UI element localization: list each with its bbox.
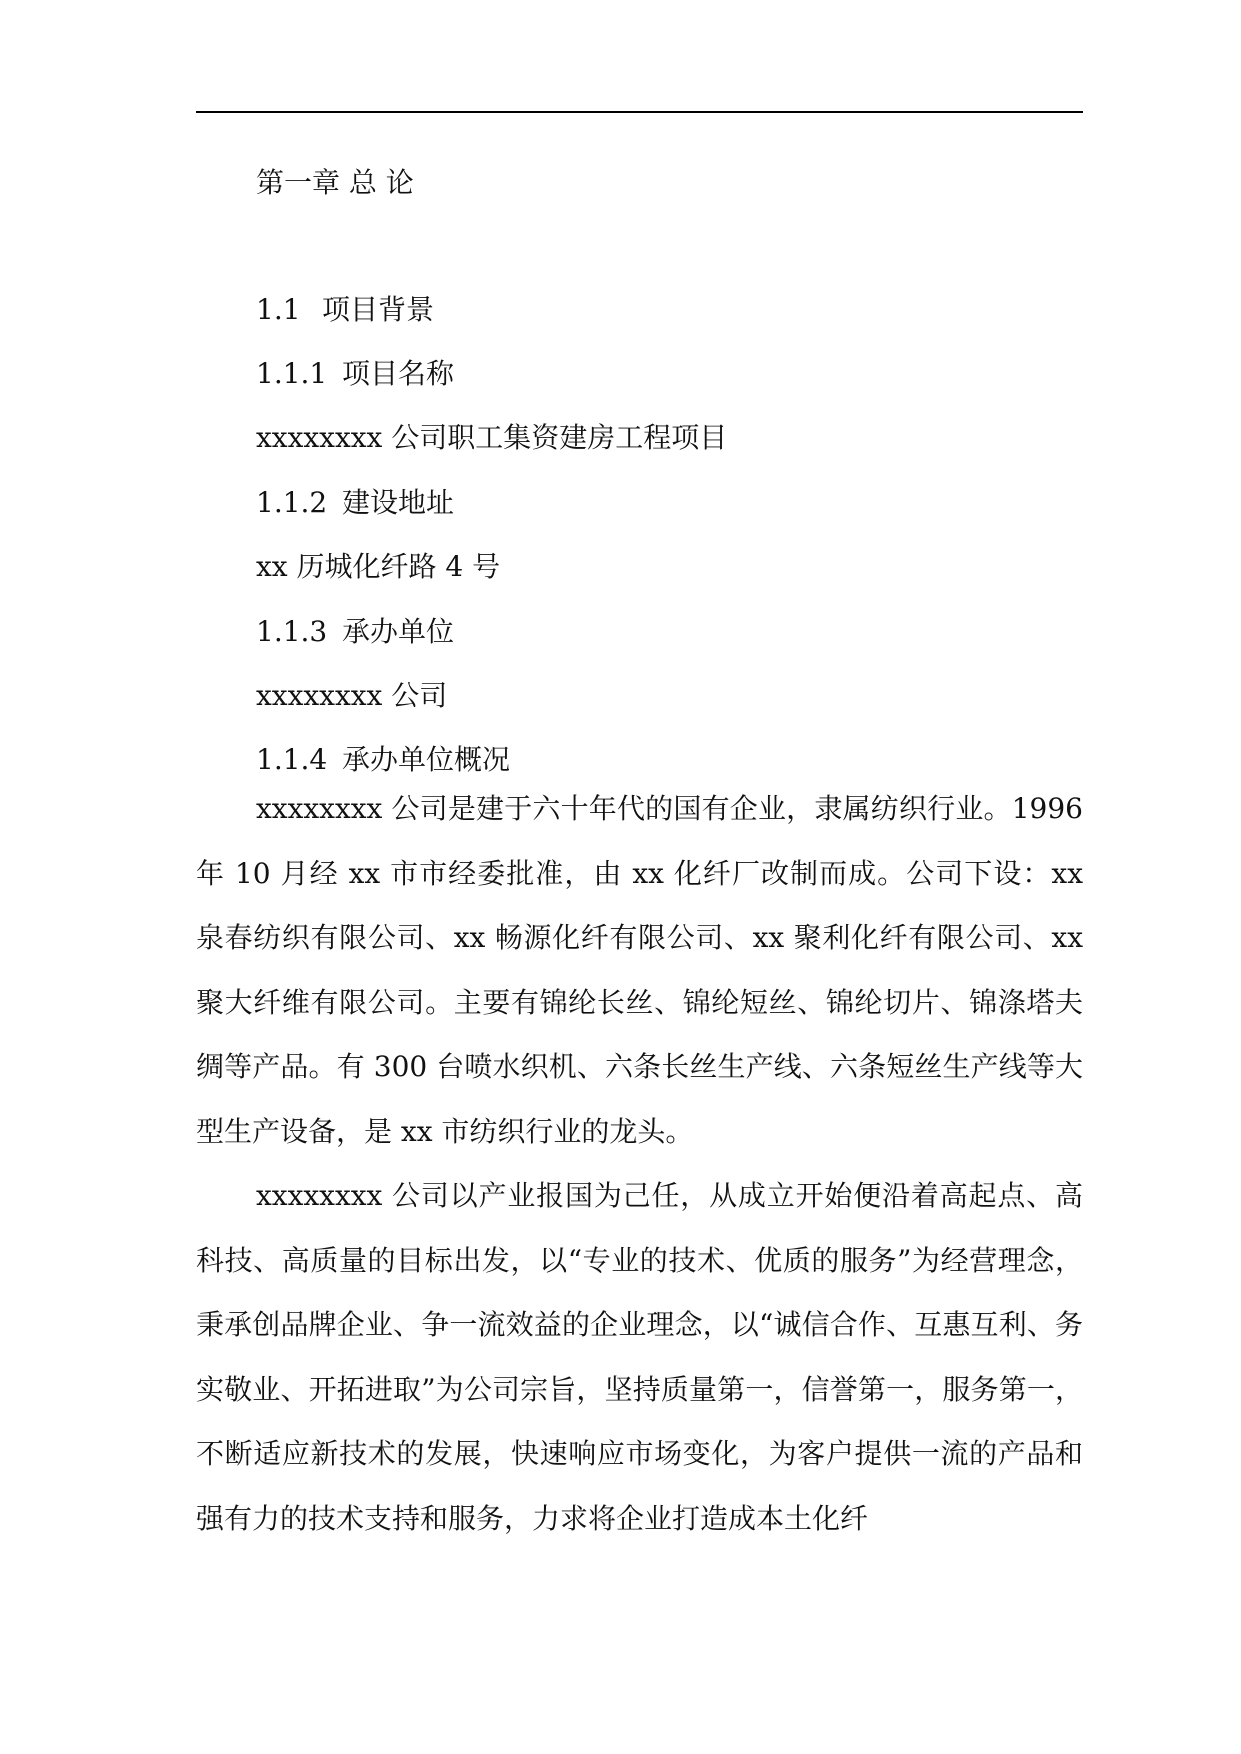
section-heading-1-1-1 <box>256 357 454 391</box>
section-number: 1.1.3 <box>256 615 328 648</box>
section-title: 承办单位概况 <box>342 743 511 776</box>
section-number: 1.1.1 <box>256 357 328 390</box>
organizer-text: xxxxxxxx 公司 <box>256 679 448 712</box>
section-title: 项目背景 <box>322 293 435 326</box>
header-rule <box>196 111 1083 113</box>
section-heading-1-1 <box>256 293 434 327</box>
section-number: 1.1 <box>256 293 301 326</box>
section-heading-1-1-2 <box>256 486 454 520</box>
section-heading-1-1-4 <box>256 743 510 777</box>
body-paragraph-1: xxxxxxxx 公司是建于六十年代的国有企业，隶属纺织行业。1996 年 10 月经 xx 市市经委批准，由 xx 化纤厂改制而成。公司下设：xx 泉春纺织有限公司、xx 畅源化纤有限公司、xx 聚利化纤有限公司、xx 聚大纤维有限公司。主要有锦纶长丝、锦纶短丝、锦纶切片、锦涤塔夫绸等产品。有 300 台喷水织机、六条长丝生产线、六条短丝生产线等大型生产设备，是 xx 市纺织行业的龙头。 <box>196 792 1083 1148</box>
section-number: 1.1.4 <box>256 743 328 776</box>
section-title: 建设地址 <box>342 486 455 519</box>
section-heading-1-1-3 <box>256 615 454 649</box>
site-address-text: xx 历城化纤路 4 号 <box>256 550 501 583</box>
section-number: 1.1.2 <box>256 486 328 519</box>
section-title: 承办单位 <box>342 615 455 648</box>
chapter-title: 第一章 总 论 <box>256 166 414 199</box>
body-paragraph-2: xxxxxxxx 公司以产业报国为己任，从成立开始便沿着高起点、高科技、高质量的目标出发，以“专业的技术、优质的服务”为经营理念，秉承创品牌企业、争一流效益的企业理念，以“诚信合作、互惠互利、务实敬业、开拓进取”为公司宗旨，坚持质量第一，信誉第一，服务第一，不断适应新技术的发展，快速响应市场变化，为客户提供一流的产品和强有力的技术支持和服务，力求将企业打造成本土化纤 <box>196 1179 1083 1535</box>
project-name-text: xxxxxxxx 公司职工集资建房工程项目 <box>256 421 728 454</box>
section-title: 项目名称 <box>342 357 455 390</box>
